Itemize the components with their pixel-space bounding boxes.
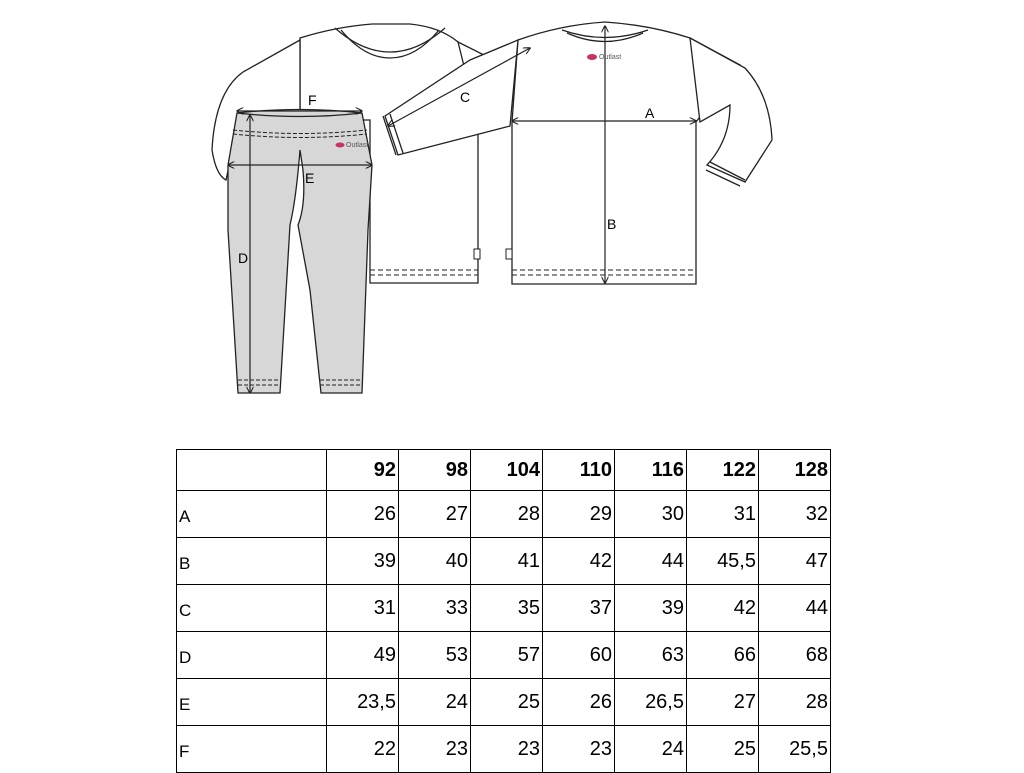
measurement-value-cell: 22 [327,726,399,773]
table-row [177,491,831,538]
measurement-value-cell: 23 [543,726,615,773]
measurement-value-cell: 44 [759,585,831,632]
measurement-value-cell: 25 [687,726,759,773]
measurement-label-cell: F [177,726,327,773]
measurement-value-cell: 24 [399,679,471,726]
measure-label-f: F [308,92,317,108]
measure-label-b: B [607,216,617,232]
measurement-value-cell: 24 [615,726,687,773]
measurement-value-cell: 28 [471,491,543,538]
measurement-label-cell: D [177,632,327,679]
table-row [177,679,831,726]
measurement-value-cell: 27 [399,491,471,538]
size-header-row [177,450,831,491]
measure-label-c: C [460,89,471,105]
size-header-cell: 116 [615,450,687,491]
measurement-value-cell: 23 [399,726,471,773]
measurement-value-cell: 60 [543,632,615,679]
measure-label-d: D [238,250,249,266]
measurement-value-cell: 44 [615,538,687,585]
measurement-value-cell: 23 [471,726,543,773]
measurement-value-cell: 39 [327,538,399,585]
measurement-value-cell: 47 [759,538,831,585]
measurement-value-cell: 29 [543,491,615,538]
size-header-cell: 128 [759,450,831,491]
measure-label-a: A [645,105,655,121]
measurement-value-cell: 27 [687,679,759,726]
measurement-value-cell: 25 [471,679,543,726]
size-header-cell: 104 [471,450,543,491]
measurement-label-cell: B [177,538,327,585]
measurement-value-cell: 39 [615,585,687,632]
svg-text:Outlast: Outlast [346,142,369,149]
measurement-value-cell: 66 [687,632,759,679]
table-row [177,632,831,679]
svg-text:Outlast: Outlast [599,54,622,61]
measurement-value-cell: 42 [687,585,759,632]
measurement-value-cell: 41 [471,538,543,585]
measurement-value-cell: 31 [327,585,399,632]
table-row [177,538,831,585]
header-corner-cell [177,450,327,491]
measurement-label-cell: A [177,491,327,538]
measurement-value-cell: 57 [471,632,543,679]
size-header-cell: 122 [687,450,759,491]
table-row [177,726,831,773]
measurement-value-cell: 23,5 [327,679,399,726]
measurement-value-cell: 40 [399,538,471,585]
measurement-value-cell: 31 [687,491,759,538]
table-row [177,585,831,632]
measure-label-e: E [305,170,315,186]
measurement-value-cell: 37 [543,585,615,632]
measurement-value-cell: 25,5 [759,726,831,773]
measurement-value-cell: 26 [327,491,399,538]
measurement-value-cell: 45,5 [687,538,759,585]
measurement-value-cell: 42 [543,538,615,585]
measurement-value-cell: 32 [759,491,831,538]
measurement-value-cell: 33 [399,585,471,632]
measurement-value-cell: 49 [327,632,399,679]
measurement-value-cell: 26,5 [615,679,687,726]
measurement-value-cell: 63 [615,632,687,679]
size-header-cell: 92 [327,450,399,491]
size-chart-table [176,449,831,773]
measurement-value-cell: 53 [399,632,471,679]
measurement-value-cell: 26 [543,679,615,726]
measurement-value-cell: 30 [615,491,687,538]
measurement-value-cell: 28 [759,679,831,726]
brand-logo-back [587,54,621,61]
size-header-cell: 98 [399,450,471,491]
size-header-cell: 110 [543,450,615,491]
measurement-label-cell: E [177,679,327,726]
measurement-label-cell: C [177,585,327,632]
measurement-value-cell: 35 [471,585,543,632]
measurement-value-cell: 68 [759,632,831,679]
